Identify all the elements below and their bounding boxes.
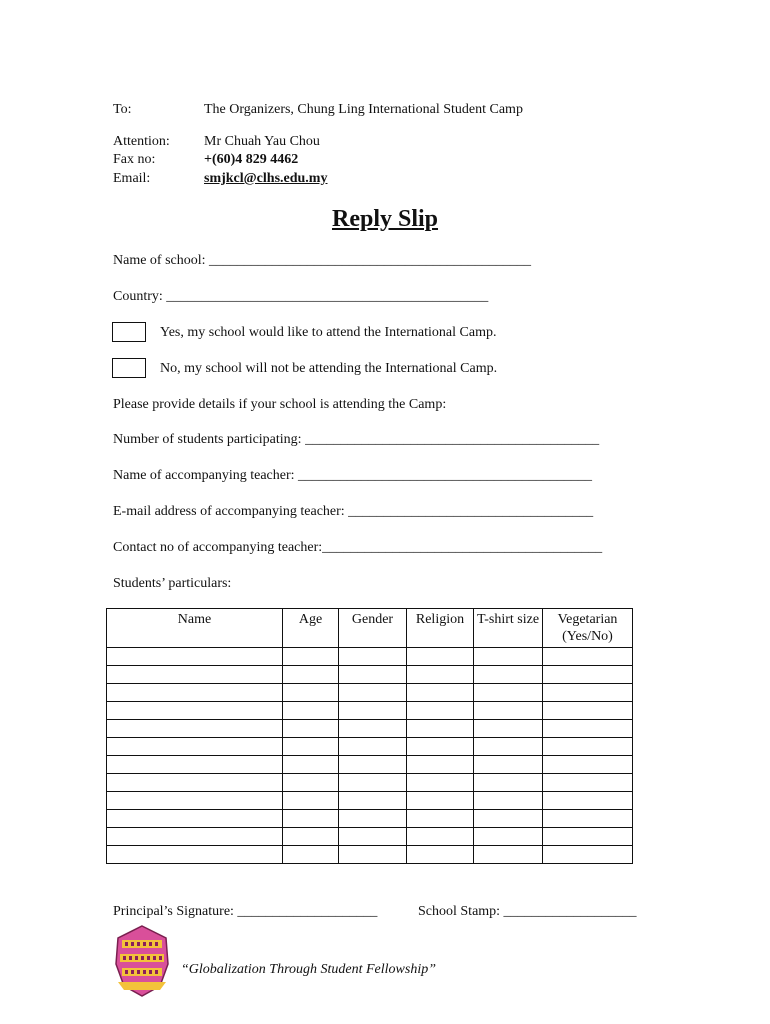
table-cell[interactable] [339,648,407,666]
table-cell[interactable] [543,666,633,684]
table-cell[interactable] [543,684,633,702]
table-cell[interactable] [474,774,543,792]
table-cell[interactable] [543,792,633,810]
table-cell[interactable] [339,810,407,828]
fax-label: Fax no: [113,152,156,167]
table-row [107,648,633,666]
col-header-religion: Religion [407,609,474,648]
table-cell[interactable] [474,684,543,702]
table-cell[interactable] [407,756,474,774]
table-cell[interactable] [474,666,543,684]
table-cell[interactable] [543,702,633,720]
table-cell[interactable] [474,648,543,666]
col-header-tshirt: T-shirt size [474,609,543,648]
table-cell[interactable] [339,738,407,756]
table-cell[interactable] [407,684,474,702]
table-cell[interactable] [283,774,339,792]
table-row [107,810,633,828]
table-cell[interactable] [283,648,339,666]
yes-option-label: Yes, my school would like to attend the International Camp. [160,325,497,340]
table-row [107,756,633,774]
table-cell[interactable] [107,666,283,684]
table-cell[interactable] [474,720,543,738]
table-cell[interactable] [543,648,633,666]
no-checkbox[interactable] [112,358,146,378]
table-cell[interactable] [107,648,283,666]
table-cell[interactable] [283,828,339,846]
table-cell[interactable] [407,828,474,846]
country-field[interactable]: Country: ______________________________________________ [113,289,489,304]
table-cell[interactable] [407,702,474,720]
students-table [106,608,633,864]
table-cell[interactable] [543,846,633,864]
teacher-contact-field[interactable]: Contact no of accompanying teacher:________________________________________ [113,540,603,555]
table-cell[interactable] [407,774,474,792]
table-cell[interactable] [339,828,407,846]
table-cell[interactable] [107,828,283,846]
table-cell[interactable] [407,810,474,828]
table-cell[interactable] [107,684,283,702]
table-cell[interactable] [283,666,339,684]
table-row [107,846,633,864]
table-row [107,792,633,810]
table-cell[interactable] [339,792,407,810]
table-row [107,738,633,756]
table-cell[interactable] [407,648,474,666]
col-header-age: Age [283,609,339,648]
table-cell[interactable] [339,720,407,738]
students-label: Students’ particulars: [113,576,232,591]
table-cell[interactable] [339,666,407,684]
table-cell[interactable] [474,792,543,810]
table-cell[interactable] [543,720,633,738]
attention-label: Attention: [113,134,170,149]
table-cell[interactable] [107,846,283,864]
table-row [107,684,633,702]
table-cell[interactable] [283,720,339,738]
email-label: Email: [113,171,151,186]
table-cell[interactable] [107,702,283,720]
table-row [107,720,633,738]
table-cell[interactable] [339,684,407,702]
table-cell[interactable] [339,702,407,720]
yes-checkbox[interactable] [112,322,146,342]
table-cell[interactable] [339,846,407,864]
table-row [107,774,633,792]
table-cell[interactable] [339,774,407,792]
table-cell[interactable] [107,738,283,756]
table-cell[interactable] [283,792,339,810]
table-cell[interactable] [543,738,633,756]
to-value: The Organizers, Chung Ling International Student Camp [204,102,523,117]
motto-text: “Globalization Through Student Fellowship” [181,962,437,977]
table-cell[interactable] [474,756,543,774]
page-title: Reply Slip [331,206,439,232]
table-cell[interactable] [543,774,633,792]
details-prompt: Please provide details if your school is attending the Camp: [113,397,447,412]
num-students-field[interactable]: Number of students participating: __________________________________________ [113,432,600,447]
table-cell[interactable] [283,738,339,756]
table-header-row [107,609,633,648]
table-cell[interactable] [474,828,543,846]
school-stamp-field[interactable]: School Stamp: ___________________ [418,904,637,919]
table-cell[interactable] [339,756,407,774]
table-row [107,666,633,684]
table-cell[interactable] [407,792,474,810]
table-cell[interactable] [407,666,474,684]
table-cell[interactable] [474,810,543,828]
principal-signature-field[interactable]: Principal’s Signature: ____________________ [113,904,378,919]
table-cell[interactable] [543,756,633,774]
table-cell[interactable] [407,846,474,864]
table-cell[interactable] [107,756,283,774]
attention-value: Mr Chuah Yau Chou [204,134,320,149]
table-cell[interactable] [474,846,543,864]
col-header-vegetarian: Vegetarian (Yes/No) [543,609,633,648]
table-cell[interactable] [107,810,283,828]
no-option-label: No, my school will not be attending the International Camp. [160,361,498,376]
table-cell[interactable] [107,792,283,810]
table-cell[interactable] [474,702,543,720]
table-cell[interactable] [107,720,283,738]
table-cell[interactable] [283,684,339,702]
table-cell[interactable] [283,846,339,864]
table-cell[interactable] [407,738,474,756]
col-header-gender: Gender [339,609,407,648]
table-cell[interactable] [407,720,474,738]
fax-value: +(60)4 829 4462 [204,152,299,167]
school-logo-icon [112,924,172,998]
table-cell[interactable] [283,810,339,828]
table-cell[interactable] [543,810,633,828]
school-name-field[interactable]: Name of school: ______________________________________________ [113,253,532,268]
teacher-name-field[interactable]: Name of accompanying teacher: __________________________________________ [113,468,593,483]
table-row [107,702,633,720]
table-cell[interactable] [107,774,283,792]
table-row [107,828,633,846]
to-label: To: [113,102,132,117]
table-cell[interactable] [283,756,339,774]
teacher-email-field[interactable]: E-mail address of accompanying teacher: ___________________________________ [113,504,594,519]
table-cell[interactable] [474,738,543,756]
col-header-name: Name [107,609,283,648]
table-cell[interactable] [283,702,339,720]
email-value[interactable]: smjkcl@clhs.edu.my [204,171,328,186]
table-cell[interactable] [543,828,633,846]
